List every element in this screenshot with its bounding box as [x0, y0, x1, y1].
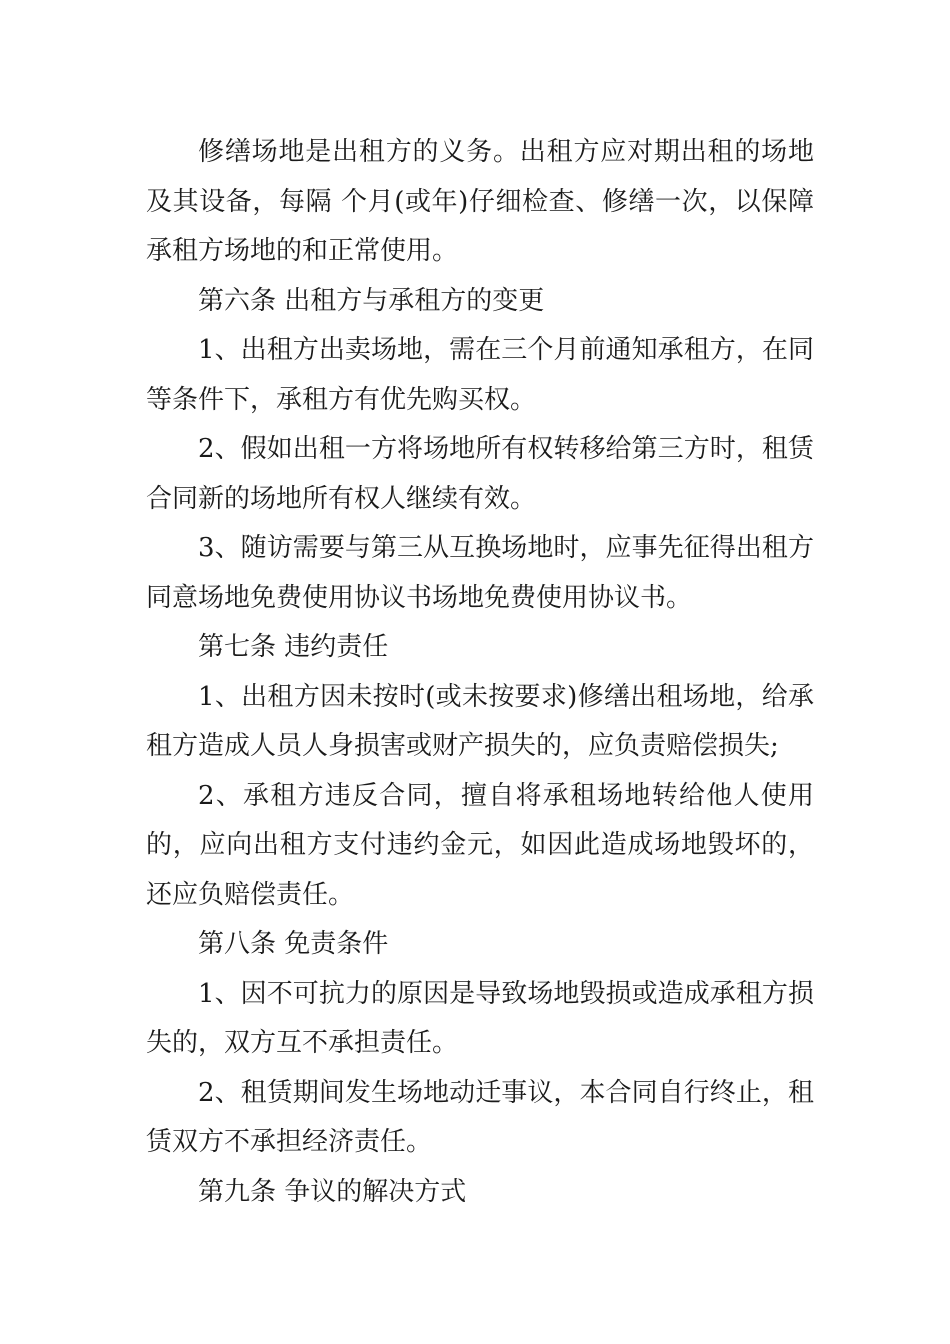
article-6-clause-3: 3、随访需要与第三从互换场地时，应事先征得出租方同意场地免费使用协议书场地免费使用协议书。 — [146, 533, 814, 613]
article-6-clause-1: 1、出租方出卖场地，需在三个月前通知承租方，在同等条件下，承租方有优先购买权。 — [146, 335, 814, 415]
article-7-clause-2: 2、承租方违反合同，擅自将承租场地转给他人使用的，应向出租方支付违约金元，如因此造成场地毁坏的，还应负赔偿责任。 — [146, 780, 814, 910]
paragraph-maintenance-duty: 修缮场地是出租方的义务。出租方应对期出租的场地及其设备，每隔 个月(或年)仔细检查、修缮一次，以保障承租方场地的和正常使用。 — [146, 137, 814, 266]
article-7-heading: 第七条 违约责任 — [198, 632, 389, 662]
article-8-clause-1: 1、因不可抗力的原因是导致场地毁损或造成承租方损失的，双方互不承担责任。 — [146, 978, 814, 1058]
article-6-clause-2: 2、假如出租一方将场地所有权转移给第三方时，租赁合同新的场地所有权人继续有效。 — [146, 434, 814, 514]
document-body — [146, 128, 814, 1217]
article-6-heading: 第六条 出租方与承租方的变更 — [198, 285, 545, 316]
article-8-heading: 第八条 免责条件 — [198, 929, 389, 959]
article-9-heading: 第九条 争议的解决方式 — [198, 1176, 467, 1207]
article-7-clause-1: 1、出租方因未按时(或未按要求)修缮出租场地，给承租方造成人员人身损害或财产损失的，应负责赔偿损失; — [146, 681, 814, 761]
article-8-clause-2: 2、租赁期间发生场地动迁事议，本合同自行终止，租赁双方不承担经济责任。 — [146, 1077, 814, 1157]
